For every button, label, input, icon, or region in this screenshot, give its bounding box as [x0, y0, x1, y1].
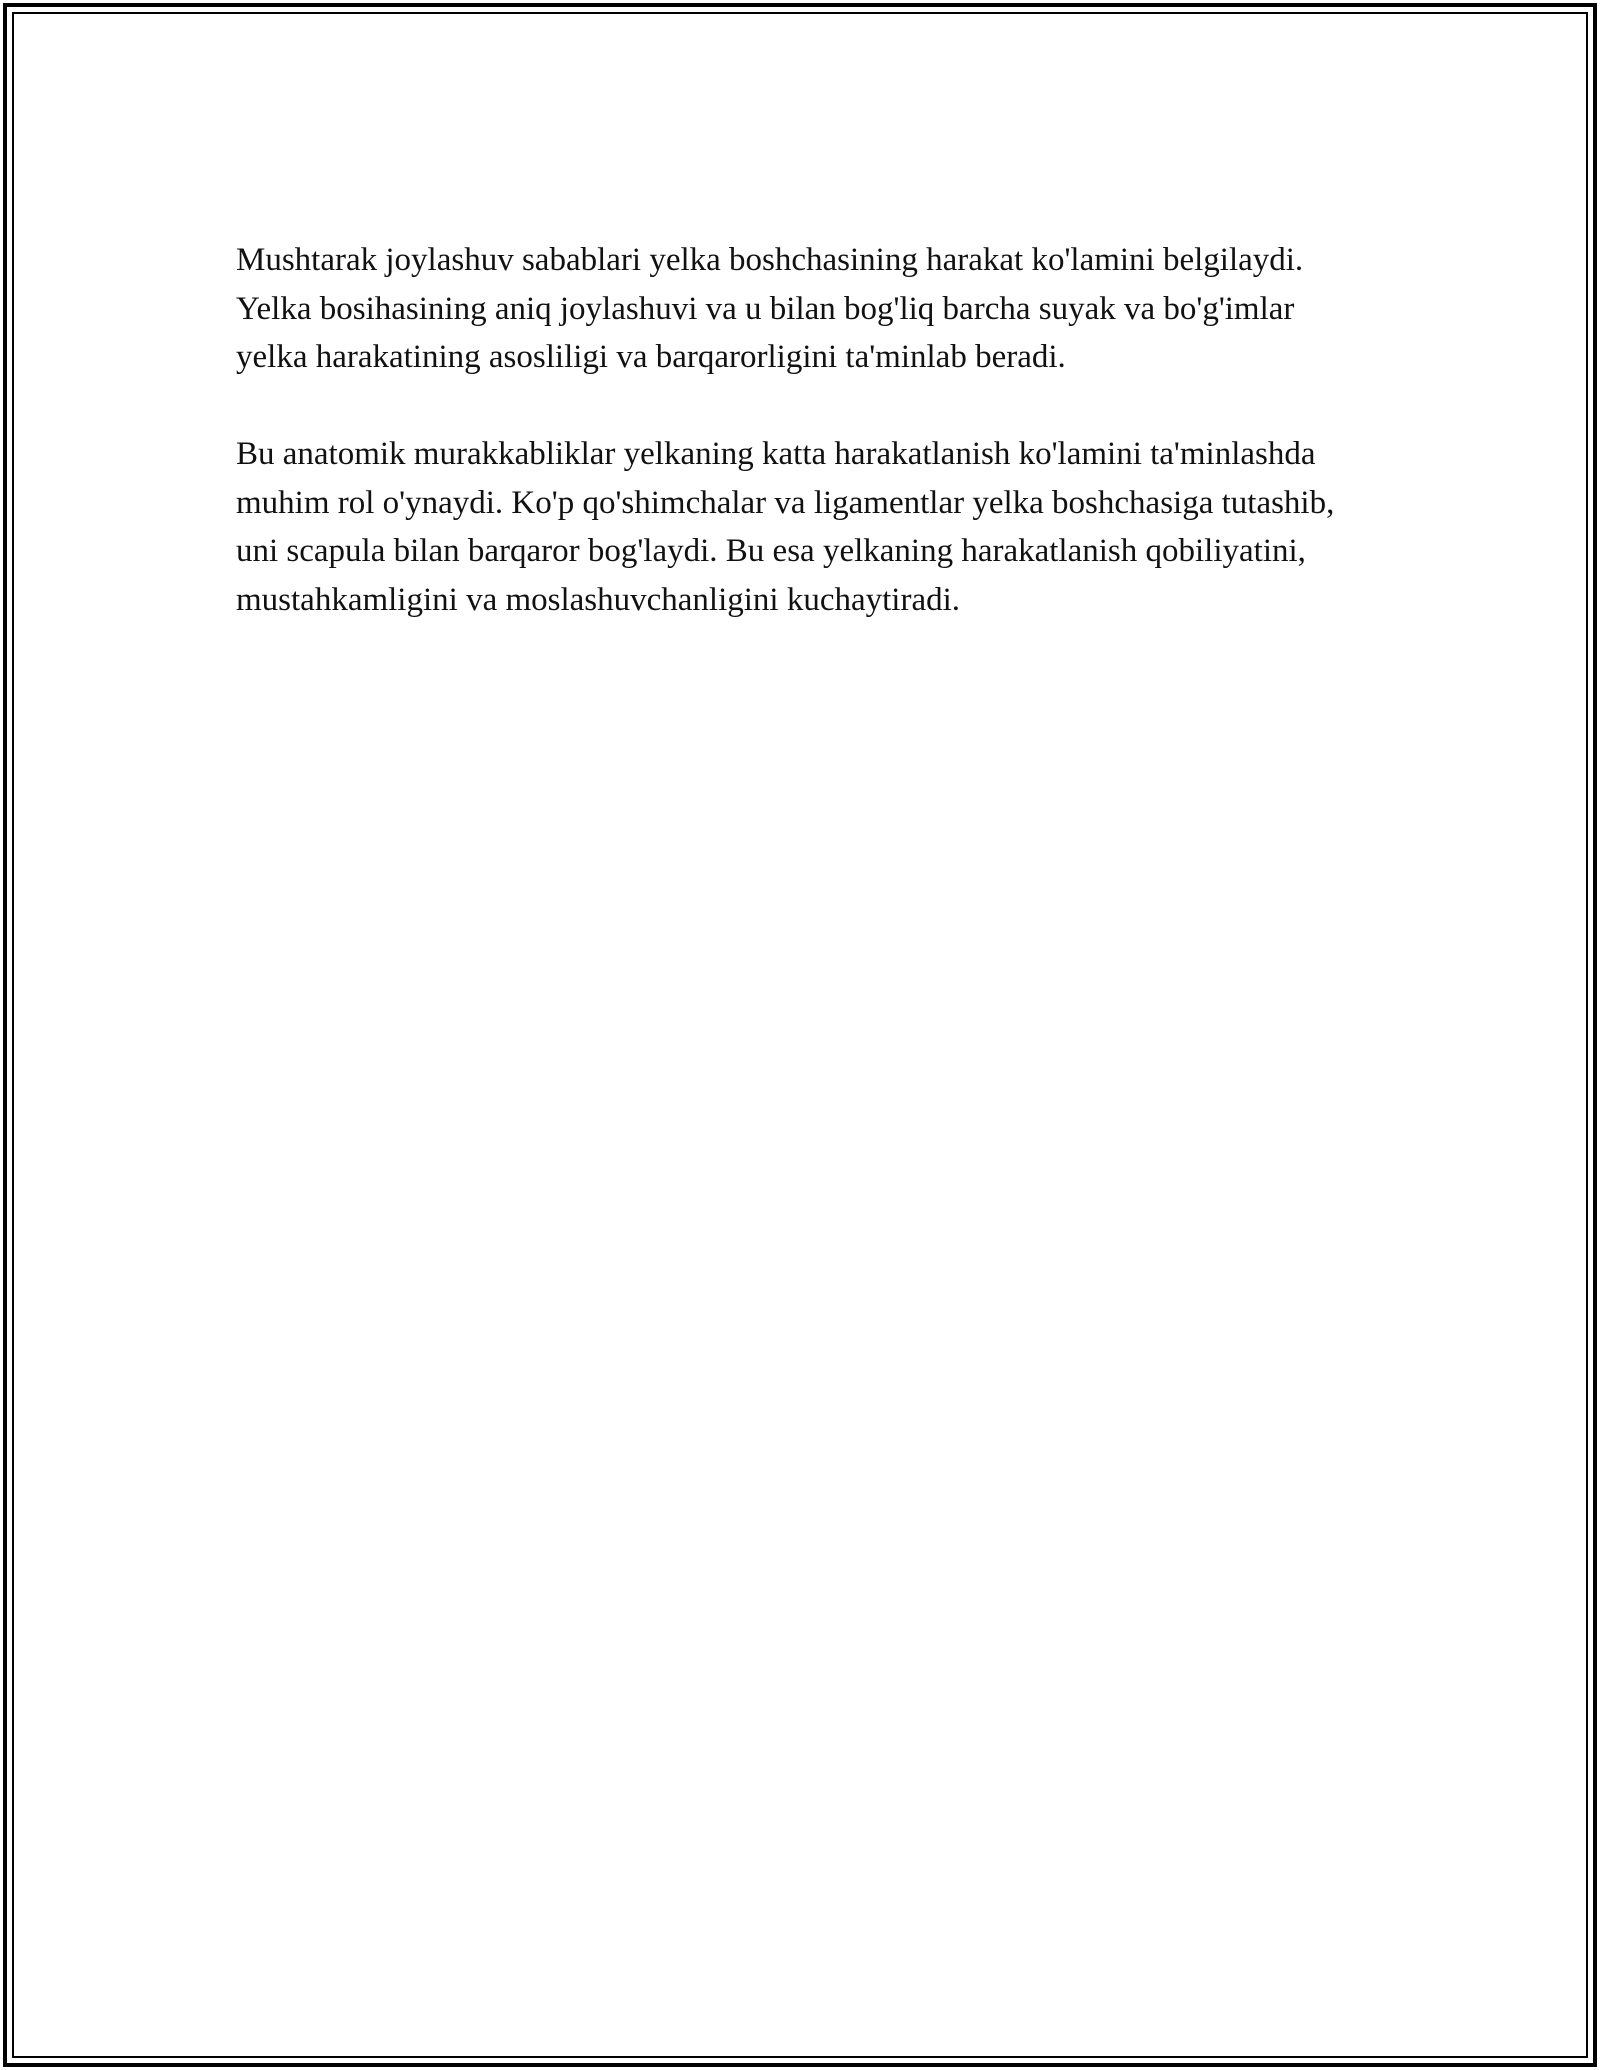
paragraph-1: Mushtarak joylashuv sabablari yelka boshchasining harakat ko'lamini belgilaydi. Yelka bosihasining aniq joylashuvi va u bilan bog'liq barcha suyak va bo'g'imlar yelka harakatining asosliligi va barqarorligini ta'minlab beradi. — [236, 242, 1304, 375]
paragraph-2: Bu anatomik murakkabliklar yelkaning katta harakatlanish ko'lamini ta'minlashda muhim rol o'ynaydi. Ko'p qo'shimchalar va ligamentlar yelka boshchasiga tutashib, uni scapula bilan barqaror bog'laydi. Bu esa yelkaning harakatlanish qobiliyatini, mustahkamligini va moslashuvchanligini kuchaytiradi. — [236, 436, 1335, 618]
document-body — [236, 236, 1366, 673]
